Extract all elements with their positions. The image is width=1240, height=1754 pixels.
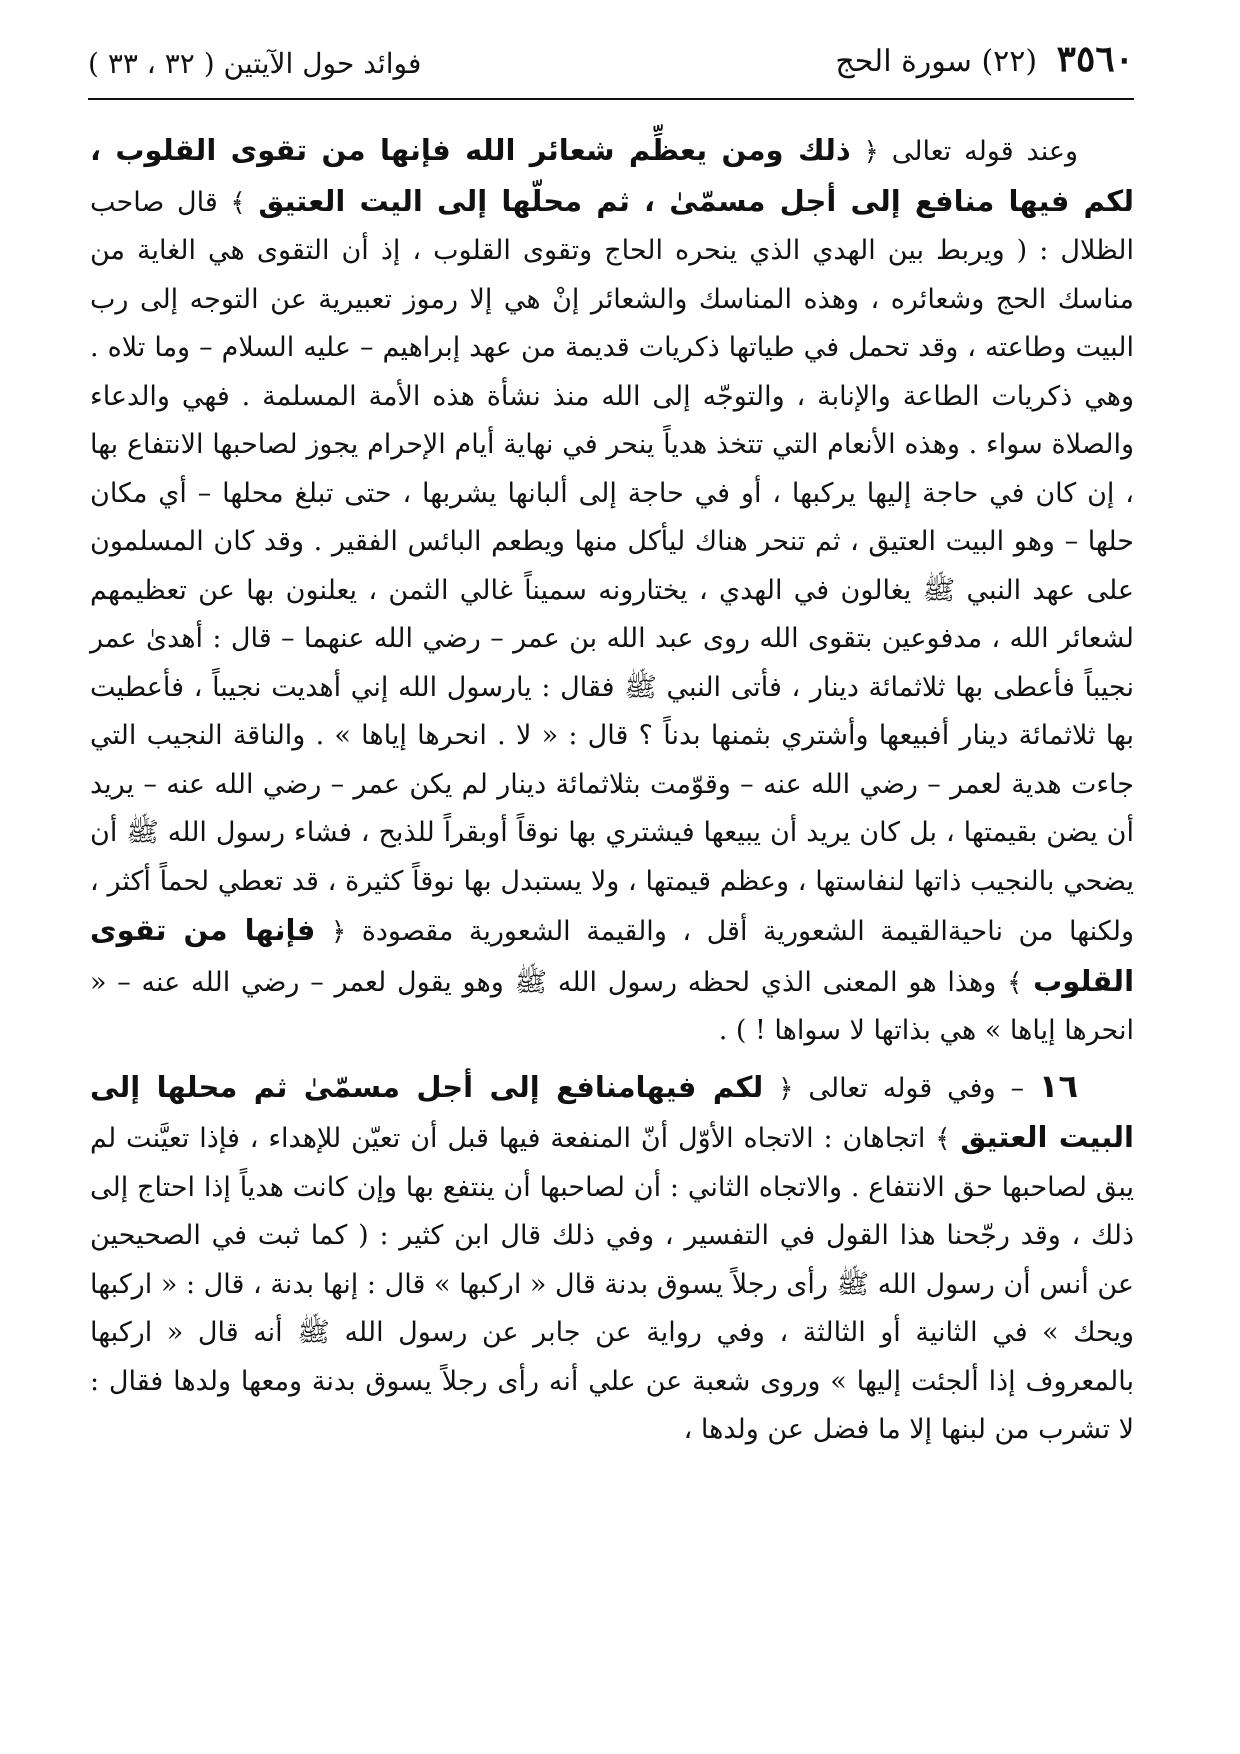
verse-intro: وعند قوله تعالى	[891, 136, 1078, 167]
quran-verse-short: فإنها من تقوى القلوب	[90, 913, 1135, 998]
quran-verse: لكم فيهامنافع إلى أجل مسمّىٰ ثم محلها إلى البيت العتيق	[90, 1069, 1134, 1154]
page-body	[90, 126, 1134, 1455]
ornament-open: ﴿	[330, 917, 347, 947]
ornament-close: ﴾	[230, 187, 246, 218]
page-header	[88, 38, 1134, 80]
header-rule	[88, 98, 1134, 100]
header-right	[835, 38, 1134, 80]
ornament-open: ﴿	[863, 137, 879, 167]
body-text: اتجاهان : الاتجاه الأوّل أنّ المنفعة فيها قبل أن تعيّن للإهداء ، فإذا تعيَّنت لم يبق لصاحبها حق الانتفاع . والاتجاه الثاني : أن لصاحبها أن ينتفع بها وإن كانت هدياً إذا احتاج إلى ذلك ، وقد رجّحنا هذا القول في التفسير ، وفي ذلك قال ابن كثير : ( كما ثبت في الصحيحين عن أنس أن رسول الله ﷺ رأى رجلاً يسوق بدنة قال « اركبها » قال : إنها بدنة ، قال : « اركبها ويحك » في الثانية أو الثالثة ، وفي رواية عن جابر عن رسول الله ﷺ أنه قال « اركبها بالمعروف إذا ألجئت إليها » وروى شعبة عن علي أنه رأى رجلاً يسوق بدنة ومعها ولدها فقال : لا تشرب من لبنها إلا ما فضل عن ولدها ،	[90, 1123, 1134, 1445]
ornament-close: ﴾	[935, 1124, 951, 1154]
body-text: وهذا هو المعنى الذي لحظه رسول الله ﷺ وهو يقول لعمر – رضي الله عنه – « انحرها إياها » هي بذاتها لا سواها ! ) .	[90, 966, 1134, 1046]
section-title: فوائد حول الآيتين ( ٣٢ ، ٣٣ )	[88, 47, 422, 80]
quran-verse: ذلك ومن يعظِّم شعائر الله فإنها من تقوى القلوب ، لكم فيها منافع إلى أجل مسمّىٰ ، ثم محلّها إلى اليت العتيق	[90, 133, 1134, 218]
paragraph-commentary	[90, 126, 1134, 1056]
paragraph-numbered	[90, 1062, 1134, 1455]
ornament-open: ﴿	[778, 1073, 794, 1104]
page-number: ٣٥٦٠	[1056, 38, 1134, 80]
paragraph-number: ١٦	[1038, 1066, 1078, 1105]
body-text: قال صاحب الظلال : ( ويربط بين الهدي الذي ينحره الحاج وتقوى القلوب ، إذ أن التقوى هي الغاية من مناسك الحج وشعائره ، وهذه المناسك والشعائر إنْ هي إلا رموز تعبيرية عن التوجه إلى رب البيت وطاعته ، وقد تحمل في طياتها ذكريات قديمة من عهد إبراهيم – عليه السلام – وما تلاه . وهي ذكريات الطاعة والإنابة ، والتوجّه إلى الله منذ نشأة هذه الأمة المسلمة . فهي والدعاء والصلاة سواء . وهذه الأنعام التي تتخذ هدياً ينحر في نهاية أيام الإحرام يجوز لصاحبها الانتفاع بها ، إن كان في حاجة إليها يركبها ، أو في حاجة إلى ألبانها يشربها ، حتى تبلغ محلها – أي مكان حلها – وهو البيت العتيق ، ثم تنحر هناك ليأكل منها ويطعم البائس الفقير . وقد كان المسلمون على عهد النبي ﷺ يغالون في الهدي ، يختارونه سميناً غالي الثمن ، يعلنون بها عن تعظيمهم لشعائر الله ، مدفوعين بتقوى الله روى عبد الله بن عمر – رضي الله عنهما – قال : أهدىٰ عمر نجيباً فأعطى بها ثلاثمائة دينار ، فأتى النبي ﷺ فقال : يارسول الله إني أهديت نجيباً ، فأعطيت بها ثلاثمائة دينار أفبيعها وأشتري بثمنها بدناً ؟ قال : « لا . انحرها إياها » . والناقة النجيب التي جاءت هدية لعمر – رضي الله عنه – وقوّمت بثلاثمائة دينار لم يكن عمر – رضي الله عنه – يريد أن يضن بقيمتها ، بل كان يريد أن يبيعها فيشتري بها نوقاً أوبقراً للذبح ، فشاء رسول الله ﷺ أن يضحي بالنجيب ذاتها لنفاستها ، وعظم قيمتها ، ولا يستبدل بها نوقاً كثيرة ، قد تعطي لحماً أكثر ، ولكنها من ناحيةالقيمة الشعورية أقل ، والقيمة الشعورية مقصودة	[90, 186, 1135, 947]
verse-intro: – وفي قوله تعالى	[808, 1072, 1025, 1104]
surah-name: (٢٢) سورة الحج	[835, 44, 1038, 79]
ornament-close: ﴾	[1007, 967, 1023, 998]
